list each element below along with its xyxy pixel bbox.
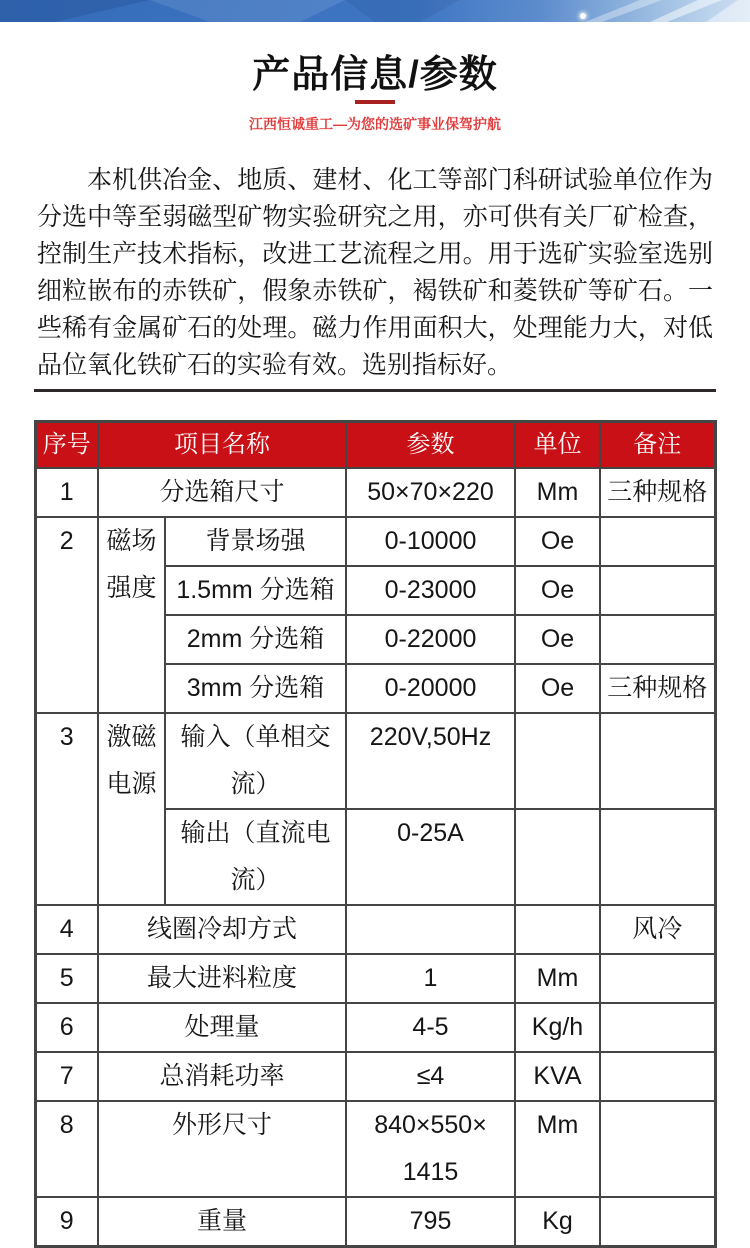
sparkle-dot-icon bbox=[580, 13, 586, 19]
table-cell: KVA bbox=[515, 1052, 600, 1101]
page-subtitle: 江西恒诚重工—为您的选矿事业保驾护航 bbox=[249, 116, 501, 132]
col-header-param: 参数 bbox=[346, 422, 515, 469]
table-cell bbox=[515, 713, 600, 809]
intro-paragraph: 本机供冶金、地质、建材、化工等部门科研试验单位作为分选中等至弱磁型矿物实验研究之用，亦可供有关厂矿检查，控制生产技术指标，改进工艺流程之用。用于选矿实验室选别细粒嵌布的赤铁矿，假象赤铁矿，褐铁矿和菱铁矿等矿石。一些稀有金属矿石的处理。磁力作用面积大，处理能力大，对低品位氧化铁矿石的实验有效。选别指标好。 bbox=[37, 166, 713, 379]
table-row bbox=[35, 468, 715, 517]
table-cell: 6 bbox=[35, 1003, 98, 1052]
table-cell: Mm bbox=[515, 468, 600, 517]
col-header-unit: 单位 bbox=[515, 422, 600, 469]
table-row bbox=[35, 517, 715, 566]
table-cell bbox=[600, 713, 715, 809]
table-header-row bbox=[35, 422, 715, 469]
table-cell: Oe bbox=[515, 566, 600, 615]
table-cell: 1 bbox=[35, 468, 98, 517]
table-cell bbox=[600, 615, 715, 664]
table-cell: 输出（直流电流） bbox=[165, 809, 346, 905]
table-cell bbox=[600, 954, 715, 1003]
table-cell: Mm bbox=[515, 954, 600, 1003]
table-cell: 4 bbox=[35, 905, 98, 954]
table-cell: Kg/h bbox=[515, 1003, 600, 1052]
table-cell: Kg bbox=[515, 1197, 600, 1247]
table-cell: 重量 bbox=[98, 1197, 346, 1247]
cell-text: 电源 bbox=[106, 770, 157, 798]
table-cell: 50×70×220 bbox=[346, 468, 515, 517]
table-cell bbox=[600, 566, 715, 615]
table-cell: 总消耗功率 bbox=[98, 1052, 346, 1101]
section-divider bbox=[34, 389, 716, 392]
table-cell: 5 bbox=[35, 954, 98, 1003]
cell-text: 激磁 bbox=[106, 723, 157, 751]
table-row bbox=[35, 905, 715, 954]
cell-text: 1415 bbox=[402, 1158, 459, 1186]
table-cell bbox=[600, 1052, 715, 1101]
table-row bbox=[35, 1052, 715, 1101]
table-cell: 输入（单相交流） bbox=[165, 713, 346, 809]
table-cell: 线圈冷却方式 bbox=[98, 905, 346, 954]
table-cell: 3mm 分选箱 bbox=[165, 664, 346, 713]
table-cell: 三种规格 bbox=[600, 664, 715, 713]
table-row bbox=[35, 1003, 715, 1052]
col-header-no: 序号 bbox=[35, 422, 98, 469]
table-cell: Mm bbox=[515, 1101, 600, 1197]
table-cell: 风冷 bbox=[600, 905, 715, 954]
table-cell bbox=[515, 809, 600, 905]
table-cell: 最大进料粒度 bbox=[98, 954, 346, 1003]
table-cell: 1 bbox=[346, 954, 515, 1003]
col-header-note: 备注 bbox=[600, 422, 715, 469]
cell-text: 840×550× bbox=[374, 1111, 487, 1139]
table-cell: 0-10000 bbox=[346, 517, 515, 566]
table-cell: Oe bbox=[515, 517, 600, 566]
table-cell: Oe bbox=[515, 615, 600, 664]
table-row bbox=[35, 713, 715, 809]
table-cell: 7 bbox=[35, 1052, 98, 1101]
table-cell bbox=[600, 1197, 715, 1247]
table-cell: 0-20000 bbox=[346, 664, 515, 713]
page-title: 产品信息/参数 bbox=[252, 54, 498, 96]
table-cell: 背景场强 bbox=[165, 517, 346, 566]
cell-text: 磁场 bbox=[106, 527, 157, 555]
table-cell: 0-23000 bbox=[346, 566, 515, 615]
table-cell bbox=[600, 809, 715, 905]
table-cell: 外形尺寸 bbox=[98, 1101, 346, 1197]
table-cell: 0-25A bbox=[346, 809, 515, 905]
table-cell: 220V,50Hz bbox=[346, 713, 515, 809]
top-banner bbox=[0, 0, 750, 22]
table-cell bbox=[98, 517, 165, 713]
table-cell: ≤4 bbox=[346, 1052, 515, 1101]
col-header-name: 项目名称 bbox=[98, 422, 346, 469]
title-divider bbox=[355, 100, 395, 104]
table-cell bbox=[98, 713, 165, 905]
table-cell bbox=[346, 905, 515, 954]
table-cell: 分选箱尺寸 bbox=[98, 468, 346, 517]
table-cell: 795 bbox=[346, 1197, 515, 1247]
table-cell bbox=[600, 1101, 715, 1197]
table-cell: 三种规格 bbox=[600, 468, 715, 517]
table-row bbox=[35, 954, 715, 1003]
spec-table bbox=[34, 420, 717, 1248]
table-row bbox=[35, 1197, 715, 1247]
table-row bbox=[35, 1101, 715, 1197]
table-cell: 1.5mm 分选箱 bbox=[165, 566, 346, 615]
table-cell: 8 bbox=[35, 1101, 98, 1197]
table-cell: 4-5 bbox=[346, 1003, 515, 1052]
table-cell: 3 bbox=[35, 713, 98, 905]
table-cell bbox=[600, 1003, 715, 1052]
table-cell bbox=[515, 905, 600, 954]
table-cell: 2 bbox=[35, 517, 98, 713]
table-cell: 处理量 bbox=[98, 1003, 346, 1052]
table-cell bbox=[600, 517, 715, 566]
cell-text: 强度 bbox=[106, 574, 157, 602]
table-cell: Oe bbox=[515, 664, 600, 713]
table-cell: 0-22000 bbox=[346, 615, 515, 664]
table-cell: 2mm 分选箱 bbox=[165, 615, 346, 664]
table-cell: 9 bbox=[35, 1197, 98, 1247]
table-cell bbox=[346, 1101, 515, 1197]
